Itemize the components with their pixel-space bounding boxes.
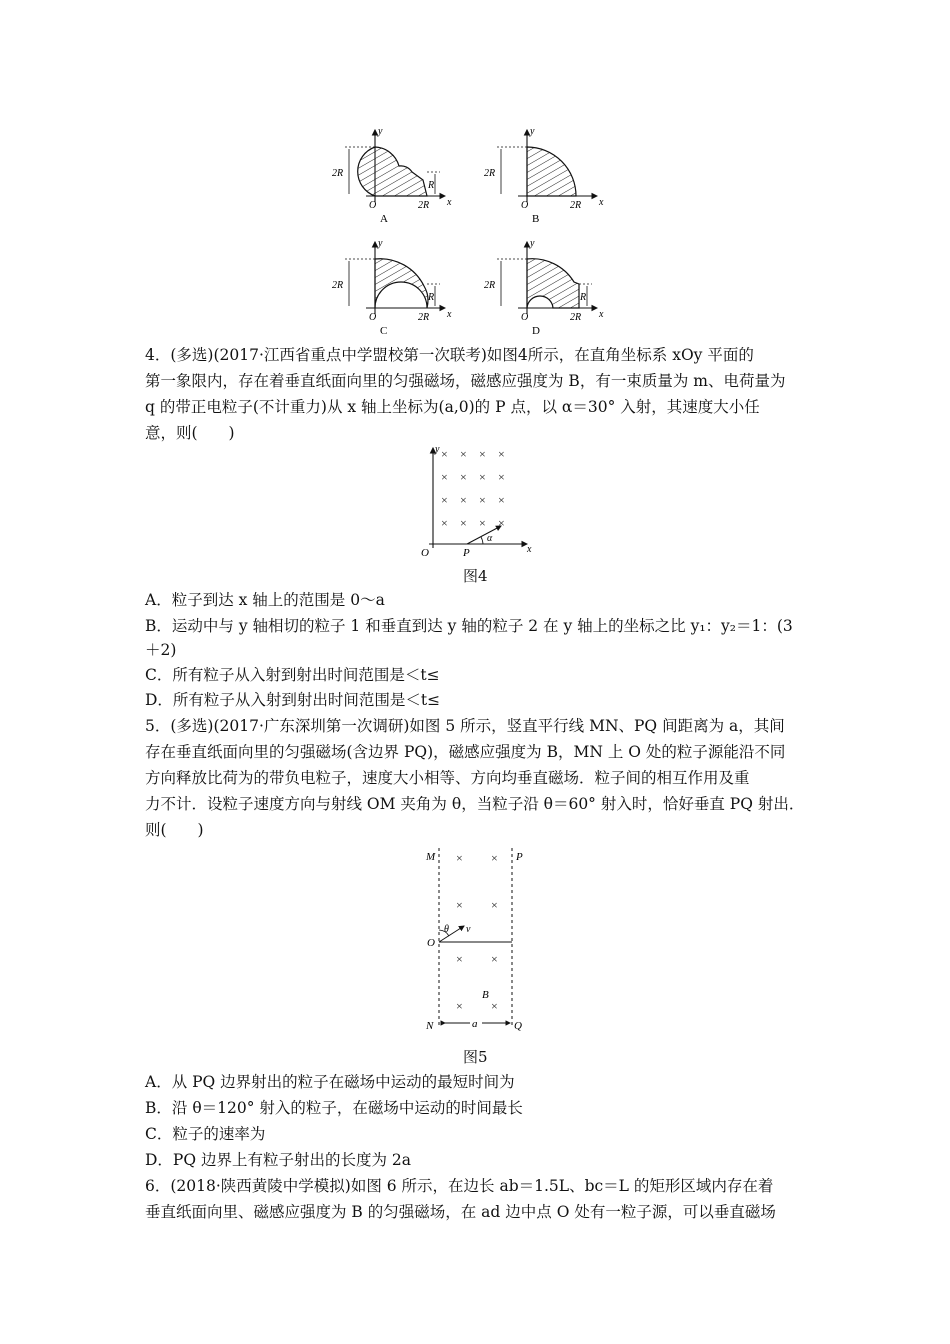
origin-label: O — [369, 200, 377, 211]
q5-option-c[interactable]: C．粒子的速率为 — [145, 1125, 266, 1143]
field-cross: × — [479, 447, 486, 461]
point-q-label: Q — [514, 1020, 522, 1032]
origin-label: O — [421, 547, 429, 558]
q5-stem-line-5: 则( ) — [145, 821, 204, 839]
point-n-label: N — [426, 1020, 434, 1032]
field-cross: × — [491, 952, 498, 966]
field-cross: × — [460, 493, 467, 507]
option-figure-b — [484, 126, 604, 225]
option-b-label: B — [532, 213, 540, 225]
region-b-hatched — [527, 147, 576, 196]
field-b-label: B — [482, 989, 489, 1001]
width-label: 2R — [418, 312, 430, 323]
field-cross: × — [491, 898, 498, 912]
point-o-label: O — [427, 937, 435, 949]
region-a-hatched — [358, 147, 427, 196]
option-figure-a — [332, 126, 452, 225]
field-cross: × — [498, 470, 505, 484]
axis-x-label: x — [599, 197, 604, 208]
figure-5-diagram — [420, 846, 535, 1036]
q5-stem-line-1: 5．(多选)(2017·广东深圳第一次调研)如图 5 所示，竖直平行线 MN、PQ 间距离为 a，其间 — [145, 717, 785, 735]
field-cross: × — [460, 516, 467, 530]
q5-option-b[interactable]: B．沿 θ＝120° 射入的粒子，在磁场中运动的时间最长 — [145, 1099, 523, 1117]
field-cross: × — [456, 851, 463, 865]
option-d-label: D — [532, 325, 540, 337]
height-label: 2R — [484, 280, 496, 291]
q4-option-d[interactable]: D．所有粒子从入射到射出时间范围是＜t≤ — [145, 691, 441, 709]
point-m-label: M — [426, 851, 436, 863]
figure-5-caption: 图5 — [463, 1048, 488, 1066]
alpha-label: α — [487, 533, 493, 544]
field-cross: × — [456, 898, 463, 912]
origin-label: O — [369, 312, 377, 323]
field-cross: × — [491, 851, 498, 865]
width-label: 2R — [418, 200, 430, 211]
height-label: 2R — [332, 168, 344, 179]
q4-stem-line-4: 意，则( ) — [145, 424, 235, 442]
axis-x-label: x — [447, 309, 452, 320]
axis-y-label: y — [530, 126, 535, 137]
q4-option-c[interactable]: C．所有粒子从入射到射出时间范围是＜t≤ — [145, 666, 440, 684]
field-cross: × — [479, 493, 486, 507]
q4-option-b-line-2: ＋2) — [145, 641, 177, 659]
q4-option-a[interactable]: A．粒子到达 x 轴上的范围是 0～a — [145, 591, 385, 609]
q5-stem-line-3: 方向释放比荷为的带负电粒子，速度大小相等、方向均垂直磁场．粒子间的相互作用及重 — [145, 769, 750, 787]
radius-label: R — [580, 292, 587, 303]
field-cross: × — [479, 516, 486, 530]
axis-y-label: y — [435, 444, 440, 455]
region-c-hatched — [375, 259, 428, 308]
q5-stem-line-4: 力不计．设粒子速度方向与射线 OM 夹角为 θ，当粒子沿 θ＝60° 射入时，恰好垂直 PQ 射出． — [145, 795, 805, 813]
axis-y-label: y — [378, 238, 383, 249]
q6-stem-line-1: 6．(2018·陕西黄陵中学模拟)如图 6 所示，在边长 ab＝1.5L、bc＝L 的矩形区域内存在着 — [145, 1177, 774, 1195]
field-cross: × — [498, 447, 505, 461]
field-cross: × — [460, 470, 467, 484]
axis-x-label: x — [447, 197, 452, 208]
width-label: 2R — [570, 312, 582, 323]
field-cross: × — [441, 516, 448, 530]
option-figure-c — [332, 238, 452, 337]
field-cross: × — [456, 999, 463, 1013]
velocity-label: v — [466, 924, 471, 935]
field-cross: × — [460, 447, 467, 461]
field-cross: × — [441, 470, 448, 484]
point-p-label: P — [463, 547, 470, 558]
axis-y-label: y — [378, 126, 383, 137]
width-label: 2R — [570, 200, 582, 211]
figure-4-caption: 图4 — [463, 567, 488, 585]
q6-stem-line-2: 垂直纸面向里、磁感应强度为 B 的匀强磁场，在 ad 边中点 O 处有一粒子源，可以垂直磁场 — [145, 1203, 776, 1221]
field-cross: × — [479, 470, 486, 484]
field-cross: × — [498, 493, 505, 507]
answer-options-figure — [330, 122, 620, 340]
field-cross: × — [498, 516, 505, 530]
q5-option-a[interactable]: A．从 PQ 边界射出的粒子在磁场中运动的最短时间为 — [145, 1073, 515, 1091]
q5-stem-line-2: 存在垂直纸面向里的匀强磁场(含边界 PQ)，磁感应强度为 B，MN 上 O 处的粒子源能沿不同 — [145, 743, 786, 761]
q4-stem-line-2: 第一象限内，存在着垂直纸面向里的匀强磁场，磁感应强度为 B，有一束质量为 m、电荷量为 — [145, 372, 786, 390]
theta-label: θ — [444, 924, 449, 935]
field-cross: × — [441, 493, 448, 507]
q4-stem-line-3: q 的带正电粒子(不计重力)从 x 轴上坐标为(a,0)的 P 点，以 α＝30° 入射，其速度大小任 — [145, 398, 760, 416]
q4-option-b-line-1[interactable]: B．运动中与 y 轴相切的粒子 1 和垂直到达 y 轴的粒子 2 在 y 轴上的坐标之比 y₁：y₂＝1：(3 — [145, 617, 793, 635]
region-d-hatched — [527, 259, 579, 308]
option-a-label: A — [380, 213, 388, 225]
q4-stem-line-1: 4．(多选)(2017·江西省重点中学盟校第一次联考)如图4所示，在直角坐标系 xOy 平面的 — [145, 346, 754, 364]
option-figure-d — [484, 238, 604, 337]
magnetic-field-crosses — [456, 851, 498, 1013]
origin-label: O — [521, 200, 529, 211]
radius-label: R — [428, 180, 435, 191]
figure-4-diagram — [415, 444, 535, 558]
height-label: 2R — [484, 168, 496, 179]
origin-label: O — [521, 312, 529, 323]
q5-option-d[interactable]: D．PQ 边界上有粒子射出的长度为 2a — [145, 1151, 412, 1169]
height-label: 2R — [332, 280, 344, 291]
field-cross: × — [441, 447, 448, 461]
magnetic-field-crosses — [441, 447, 505, 530]
point-p-label: P — [516, 851, 523, 863]
axis-x-label: x — [527, 544, 532, 555]
field-cross: × — [456, 952, 463, 966]
axis-x-label: x — [599, 309, 604, 320]
width-a-label: a — [472, 1018, 478, 1030]
radius-label: R — [428, 292, 435, 303]
option-c-label: C — [380, 325, 388, 337]
axis-y-label: y — [530, 238, 535, 249]
field-cross: × — [491, 999, 498, 1013]
